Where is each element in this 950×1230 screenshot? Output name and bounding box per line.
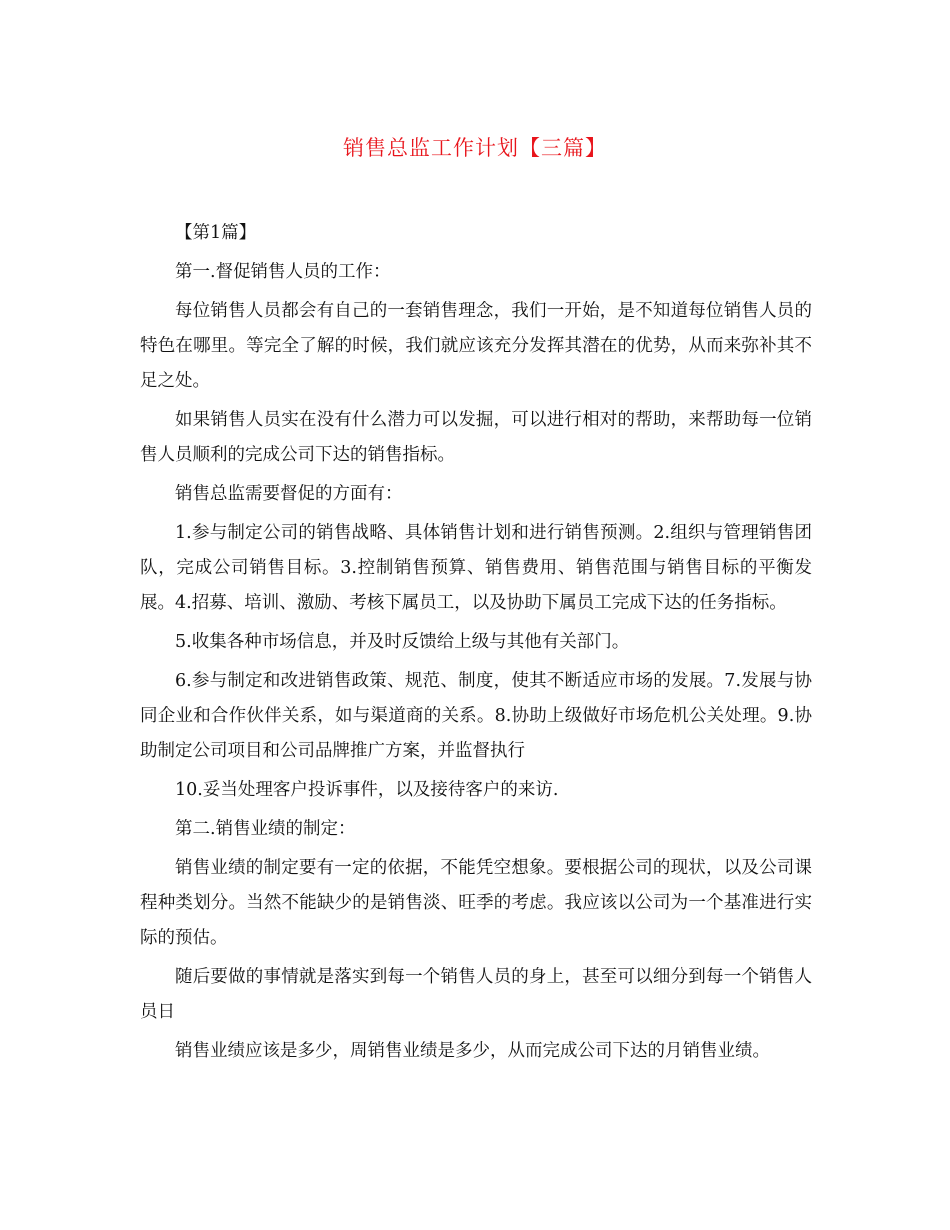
document-title: 销售总监工作计划【三篇】: [343, 136, 607, 160]
paragraph: 1.参与制定公司的销售战略、具体销售计划和进行销售预测。2.组织与管理销售团队，完成公司销售目标。3.控制销售预算、销售费用、销售范围与销售目标的平衡发展。4.招募、培训、激励、考核下属员工，以及协助下属员工完成下达的任务指标。: [140, 523, 812, 613]
document-body: [140, 216, 812, 1073]
subsection-heading: 第二.销售业绩的制定：: [175, 819, 356, 839]
paragraph: 每位销售人员都会有自己的一套销售理念，我们一开始，是不知道每位销售人员的特色在哪里。等完全了解的时候，我们就应该充分发挥其潜在的优势，从而来弥补其不足之处。: [140, 301, 812, 391]
subsection-heading: 第一.督促销售人员的工作：: [175, 262, 391, 282]
paragraph: 5.收集各种市场信息，并及时反馈给上级与其他有关部门。: [175, 632, 630, 652]
paragraph: 6.参与制定和改进销售政策、规范、制度，使其不断适应市场的发展。7.发展与协同企业和合作伙伴关系，如与渠道商的关系。8.协助上级做好市场危机公关处理。9.协助制定公司项目和公司品牌推广方案，并监督执行: [140, 671, 812, 761]
paragraph: 随后要做的事情就是落实到每一个销售人员的身上，甚至可以细分到每一个销售人员日: [140, 967, 812, 1022]
paragraph: 10.妥当处理客户投诉事件，以及接待客户的来访.: [175, 780, 559, 800]
paragraph: 销售业绩的制定要有一定的依据，不能凭空想象。要根据公司的现状，以及公司课程种类划分。当然不能缺少的是销售淡、旺季的考虑。我应该以公司为一个基准进行实际的预估。: [140, 858, 812, 948]
section-heading: 【第1篇】: [175, 223, 257, 243]
paragraph: 如果销售人员实在没有什么潜力可以发掘，可以进行相对的帮助，来帮助每一位销售人员顺利的完成公司下达的销售指标。: [140, 410, 812, 465]
paragraph: 销售业绩应该是多少，周销售业绩是多少，从而完成公司下达的月销售业绩。: [175, 1041, 770, 1061]
paragraph: 销售总监需要督促的方面有：: [175, 484, 403, 504]
